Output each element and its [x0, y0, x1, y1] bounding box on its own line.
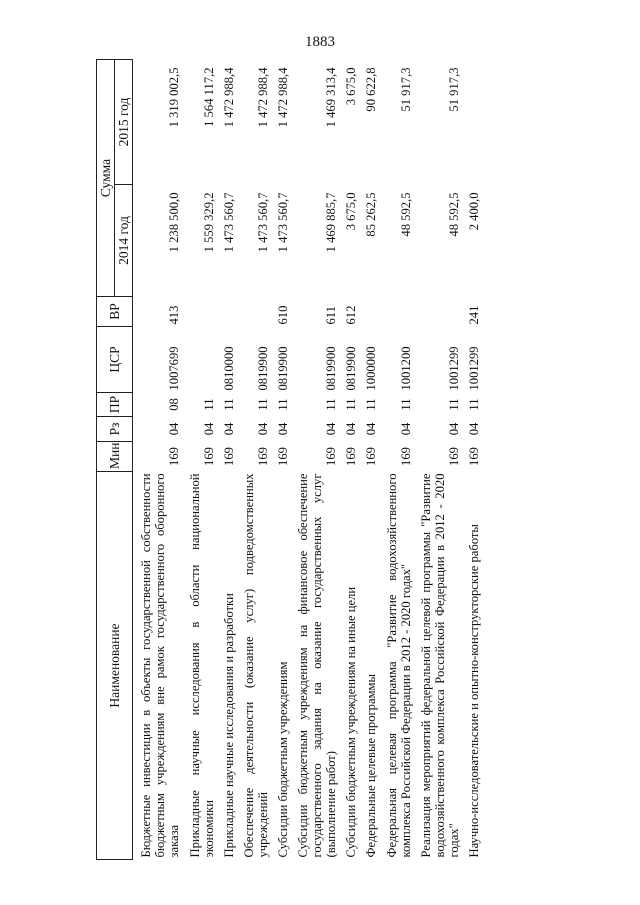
cell-name: Прикладные научные исследования и разработки: [221, 593, 236, 858]
rotated-page: [96, 60, 586, 860]
cell-csr: 1007699: [167, 346, 182, 391]
cell-pr: 11: [344, 398, 359, 411]
table-row: [467, 59, 487, 859]
cell-vr: 610: [275, 305, 290, 325]
cell-sum-2014: 2 400,0: [467, 192, 481, 231]
header-csr: ЦСР: [97, 327, 133, 393]
table-row: [344, 59, 364, 859]
table-row: [364, 59, 384, 859]
cell-csr: 0819900: [275, 346, 290, 391]
table-row: [188, 59, 222, 859]
cell-vr: [419, 297, 467, 327]
cell-sum-2015: 3 675,0: [344, 67, 359, 106]
cell-rz: 04: [201, 422, 216, 436]
cell-pr: 11: [364, 398, 379, 411]
cell-rz: 04: [255, 422, 270, 436]
header-name: Наименование: [97, 472, 133, 860]
cell-sum-2014: 1 473 560,7: [255, 192, 270, 253]
cell-vr: [188, 297, 222, 327]
cell-sum-2015: 1 564 117,2: [201, 67, 216, 127]
cell-pr: 11: [221, 398, 236, 411]
cell-name: Субсидии бюджетным учреждениям на иные цели: [344, 586, 359, 858]
cell-csr: 0819900: [324, 346, 339, 391]
cell-name: Федеральная целевая программа "Развитие водохозяйственного комплекса Российской Федерации в 2012 - 2020 годах": [384, 473, 413, 858]
cell-pr: 11: [255, 398, 270, 411]
cell-sum-2014: 3 675,0: [344, 192, 359, 231]
cell-sum-2015: 1 472 988,4: [255, 67, 270, 128]
cell-sum-2015: 1 319 002,5: [167, 67, 182, 128]
cell-sum-2015: 1 472 988,4: [221, 67, 236, 128]
cell-pr: 08: [167, 398, 182, 411]
table-header: [97, 59, 133, 859]
cell-pr: 11: [275, 398, 290, 411]
cell-rz: 04: [275, 422, 290, 436]
cell-vr: 413: [167, 305, 182, 325]
cell-name: Бюджетные инвестиции в объекты государственной собственности бюджетным учреждениям вне рамок государственного оборонного заказа: [139, 473, 182, 858]
cell-sum-2014: 1 238 500,0: [167, 192, 182, 253]
cell-csr: 0819900: [255, 346, 270, 391]
cell-vr: 612: [344, 305, 359, 325]
cell-sum-2014: 48 592,5: [446, 192, 461, 237]
cell-sum-2015: 51 917,3: [398, 67, 413, 112]
cell-pr: 11: [467, 398, 481, 411]
cell-sum-2015: 1 469 313,4: [324, 67, 339, 128]
cell-pr: 11: [324, 398, 339, 411]
cell-min: 169: [324, 447, 339, 466]
cell-name: Субсидии бюджетным учреждениям: [275, 661, 290, 858]
table-row: [133, 59, 188, 859]
cell-vr: [364, 297, 384, 327]
cell-vr: 241: [467, 305, 481, 325]
header-2015: 2015 год: [115, 59, 133, 184]
cell-sum-2015: 1 472 988,4: [275, 67, 290, 128]
cell-rz: 04: [364, 422, 379, 436]
page-number: 1883: [305, 34, 335, 50]
table-row: [296, 59, 344, 859]
cell-min: 169: [167, 447, 182, 466]
header-sum: Сумма: [97, 59, 115, 296]
table-row: [276, 59, 296, 859]
cell-vr: 611: [324, 306, 339, 325]
table-body: [133, 59, 487, 859]
cell-sum-2015: 51 917,3: [446, 67, 461, 112]
cell-csr: 0810000: [221, 346, 236, 391]
cell-sum-2015: [467, 59, 487, 184]
cell-sum-2014: 1 473 560,7: [221, 192, 236, 253]
cell-vr: [385, 297, 419, 327]
cell-pr: 11: [398, 398, 413, 411]
table-row: [242, 59, 276, 859]
cell-csr: 0819900: [344, 346, 359, 391]
header-vr: ВР: [97, 297, 133, 327]
cell-name: Реализация мероприятий федеральной целевой программы "Развитие водохозяйственного комплекса Российской Федерации в 2012 - 2020 годах": [418, 473, 461, 858]
cell-name: Субсидии бюджетным учреждениям на финансовое обеспечение государственного задания на оказание государственных услуг (выполнение работ): [296, 473, 339, 858]
cell-rz: 04: [446, 422, 461, 436]
cell-vr: [222, 297, 242, 327]
cell-pr: 11: [446, 398, 461, 411]
budget-table: [96, 59, 487, 860]
cell-rz: 04: [467, 422, 481, 436]
cell-min: 169: [201, 447, 216, 466]
cell-csr: 1001299: [467, 346, 481, 391]
cell-csr: 1001299: [446, 346, 461, 391]
table-row: [385, 59, 419, 859]
cell-sum-2014: 85 262,5: [364, 192, 379, 237]
cell-pr: 11: [201, 398, 216, 411]
header-min: Мин: [97, 442, 133, 472]
cell-min: 169: [364, 447, 379, 466]
cell-rz: 04: [167, 422, 182, 436]
cell-sum-2015: 90 622,8: [364, 67, 379, 112]
cell-sum-2014: 48 592,5: [398, 192, 413, 237]
cell-min: 169: [446, 447, 461, 466]
header-pr: ПР: [97, 393, 133, 417]
table-row: [222, 59, 242, 859]
cell-min: 169: [221, 447, 236, 466]
cell-min: 169: [255, 447, 270, 466]
cell-min: 169: [467, 447, 481, 466]
cell-name: Научно-исследовательские и опытно-конструкторские работы: [467, 524, 481, 858]
table-row: [419, 59, 467, 859]
cell-sum-2014: 1 559 329,2: [201, 192, 216, 253]
cell-name: Федеральные целевые программы: [364, 674, 379, 858]
cell-min: 169: [275, 447, 290, 466]
cell-csr: 1001200: [398, 346, 413, 391]
cell-sum-2014: 1 473 560,7: [275, 192, 290, 253]
cell-sum-2014: 1 469 885,7: [324, 192, 339, 253]
cell-min: 169: [344, 447, 359, 466]
cell-rz: 04: [221, 422, 236, 436]
cell-csr: [188, 327, 222, 393]
cell-name: Обеспечение деятельности (оказание услуг) подведомственных учреждений: [241, 473, 270, 858]
cell-min: 169: [398, 447, 413, 466]
cell-csr: 1000000: [364, 346, 379, 391]
cell-rz: 04: [344, 422, 359, 436]
header-rz: Рз: [97, 417, 133, 442]
cell-rz: 04: [398, 422, 413, 436]
header-2014: 2014 год: [115, 185, 133, 297]
cell-name: Прикладные научные исследования в области национальной экономики: [187, 473, 216, 858]
cell-vr: [242, 297, 276, 327]
cell-rz: 04: [324, 422, 339, 436]
